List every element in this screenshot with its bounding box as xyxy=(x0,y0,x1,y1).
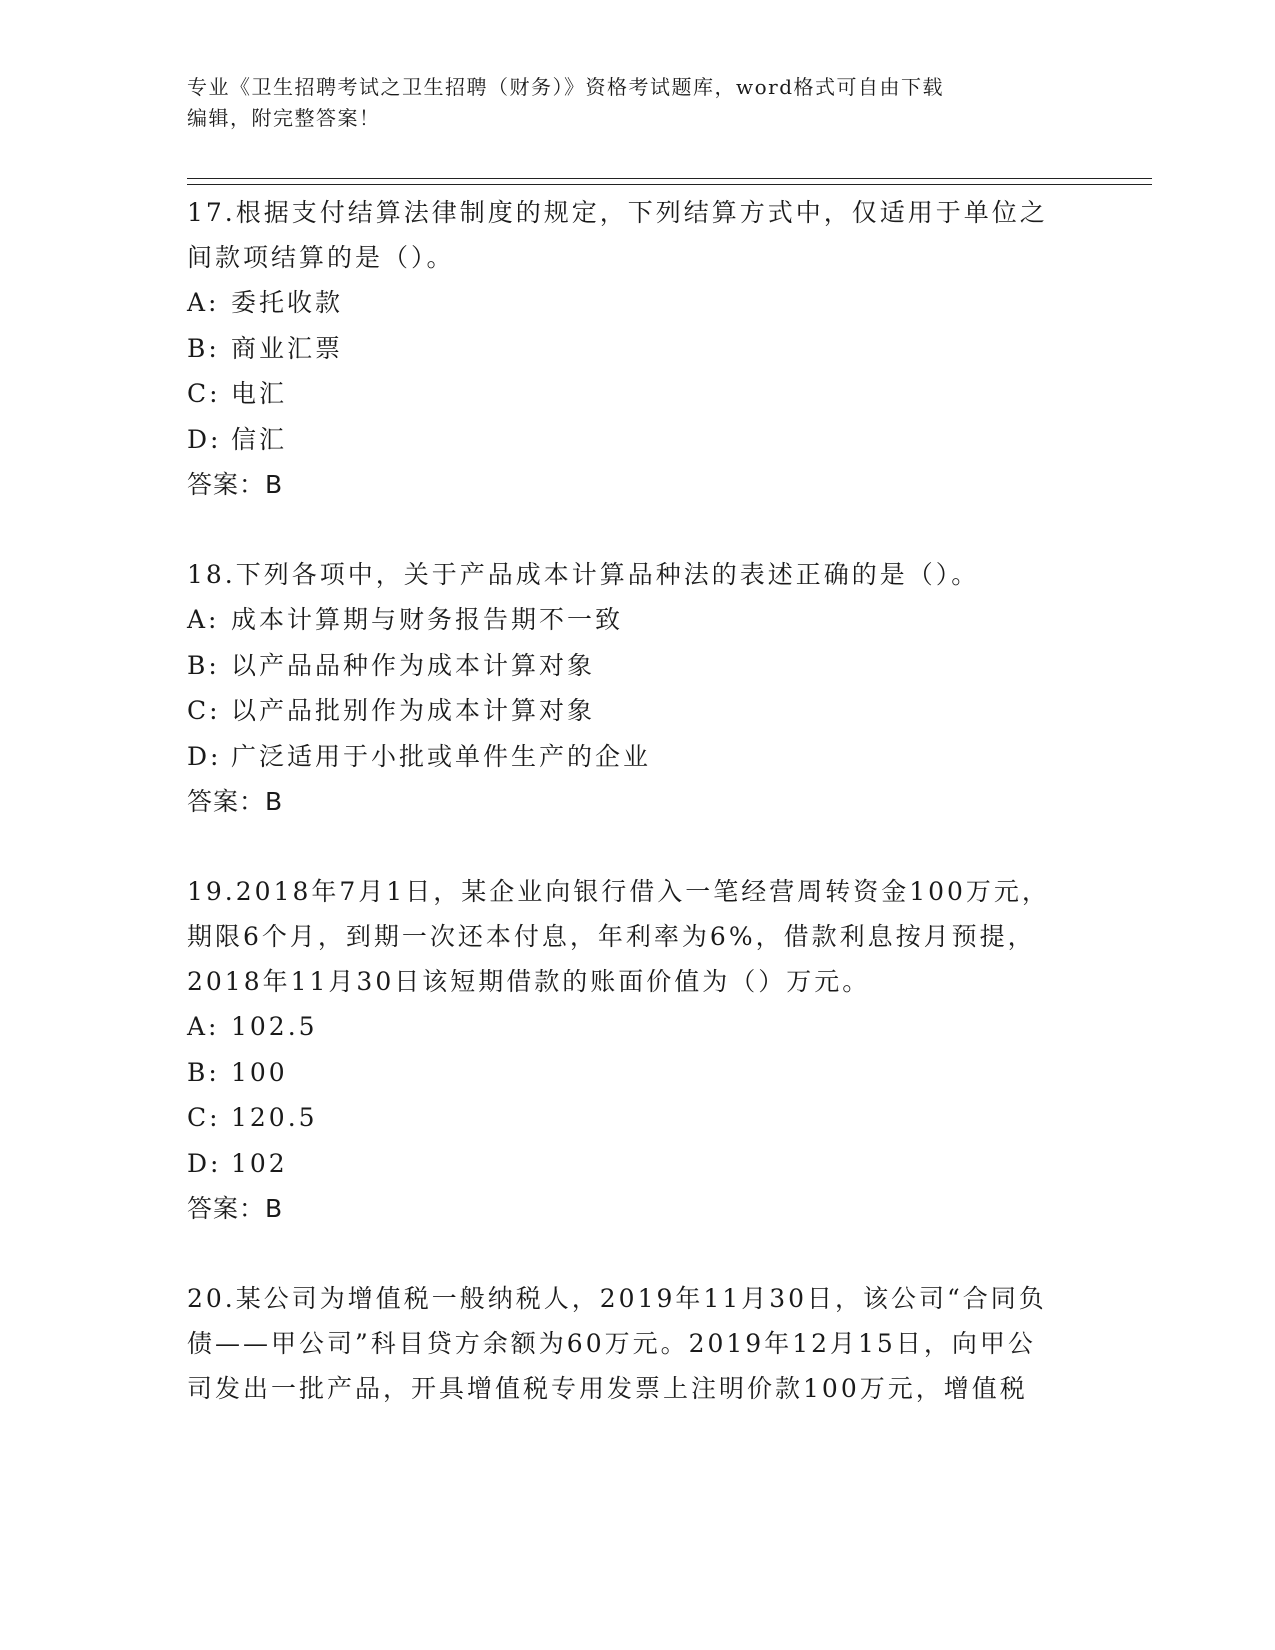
option-text: 商业汇票 xyxy=(231,333,344,363)
option-letter: D: xyxy=(187,1148,222,1178)
answer-option xyxy=(187,280,1087,326)
option-letter: C: xyxy=(187,1103,221,1132)
question-stem-line: 债——甲公司”科目贷方余额为60万元。2019年12月15日，向甲公 xyxy=(187,1329,1036,1358)
answer-option xyxy=(187,1095,1087,1141)
option-letter: C: xyxy=(187,379,221,408)
option-letter: B: xyxy=(187,333,220,363)
option-letter: A: xyxy=(187,288,220,317)
answer-key: 答案：B xyxy=(187,1194,284,1223)
answer-option xyxy=(187,371,1087,417)
question-block xyxy=(187,1276,1087,1411)
option-text: 以产品批别作为成本计算对象 xyxy=(231,696,596,725)
header-line-1: 专业《卫生招聘考试之卫生招聘（财务）》资格考试题库，word格式可自由下载 xyxy=(187,75,945,99)
option-text: 120.5 xyxy=(231,1103,318,1132)
answer-option xyxy=(187,417,1087,463)
answer-option xyxy=(187,1050,1087,1096)
option-letter: D: xyxy=(187,424,222,454)
answer-option xyxy=(187,734,1087,780)
option-letter: B: xyxy=(187,1057,220,1087)
option-text: 电汇 xyxy=(231,379,288,408)
answer-option xyxy=(187,326,1087,372)
header-divider-bottom xyxy=(187,184,1152,185)
question-block xyxy=(187,869,1087,1231)
option-letter: A: xyxy=(187,1012,220,1041)
answer-option xyxy=(187,597,1087,643)
answer-option xyxy=(187,1141,1087,1187)
question-stem-line: 18.下列各项中，关于产品成本计算品种法的表述正确的是（）。 xyxy=(187,560,980,589)
question-stem-line: 17.根据支付结算法律制度的规定，下列结算方式中，仅适用于单位之 xyxy=(187,198,1048,227)
option-text: 102.5 xyxy=(231,1012,318,1041)
option-text: 102 xyxy=(231,1148,288,1178)
question-stem-line: 间款项结算的是（）。 xyxy=(187,243,455,272)
option-letter: C: xyxy=(187,696,221,725)
option-text: 广泛适用于小批或单件生产的企业 xyxy=(231,741,652,771)
question-list xyxy=(187,190,1087,1456)
option-letter: B: xyxy=(187,650,220,680)
header-line-2: 编辑，附完整答案！ xyxy=(187,106,381,130)
question-stem-line: 20.某公司为增值税一般纳税人，2019年11月30日，该公司“合同负 xyxy=(187,1284,1047,1313)
header-divider-top xyxy=(187,178,1152,179)
answer-option xyxy=(187,643,1087,689)
question-stem-line: 期限6个月，到期一次还本付息，年利率为6%，借款利息按月预提， xyxy=(187,922,1036,951)
question-stem-line: 19.2018年7月1日，某企业向银行借入一笔经营周转资金100万元， xyxy=(187,877,1050,906)
question-stem-line: 2018年11月30日该短期借款的账面价值为（）万元。 xyxy=(187,967,871,996)
answer-option xyxy=(187,1004,1087,1050)
question-block xyxy=(187,552,1087,824)
answer-key: 答案：B xyxy=(187,787,284,816)
option-text: 信汇 xyxy=(231,424,288,454)
answer-option xyxy=(187,688,1087,734)
option-letter: D: xyxy=(187,741,222,771)
question-block xyxy=(187,190,1087,507)
question-stem-line: 司发出一批产品，开具增值税专用发票上注明价款100万元，增值税 xyxy=(187,1374,1028,1403)
option-text: 成本计算期与财务报告期不一致 xyxy=(231,605,624,634)
option-text: 以产品品种作为成本计算对象 xyxy=(231,650,596,680)
option-letter: A: xyxy=(187,605,220,634)
document-header xyxy=(187,72,1067,134)
option-text: 100 xyxy=(231,1057,288,1087)
option-text: 委托收款 xyxy=(231,288,344,317)
answer-key: 答案：B xyxy=(187,470,284,499)
